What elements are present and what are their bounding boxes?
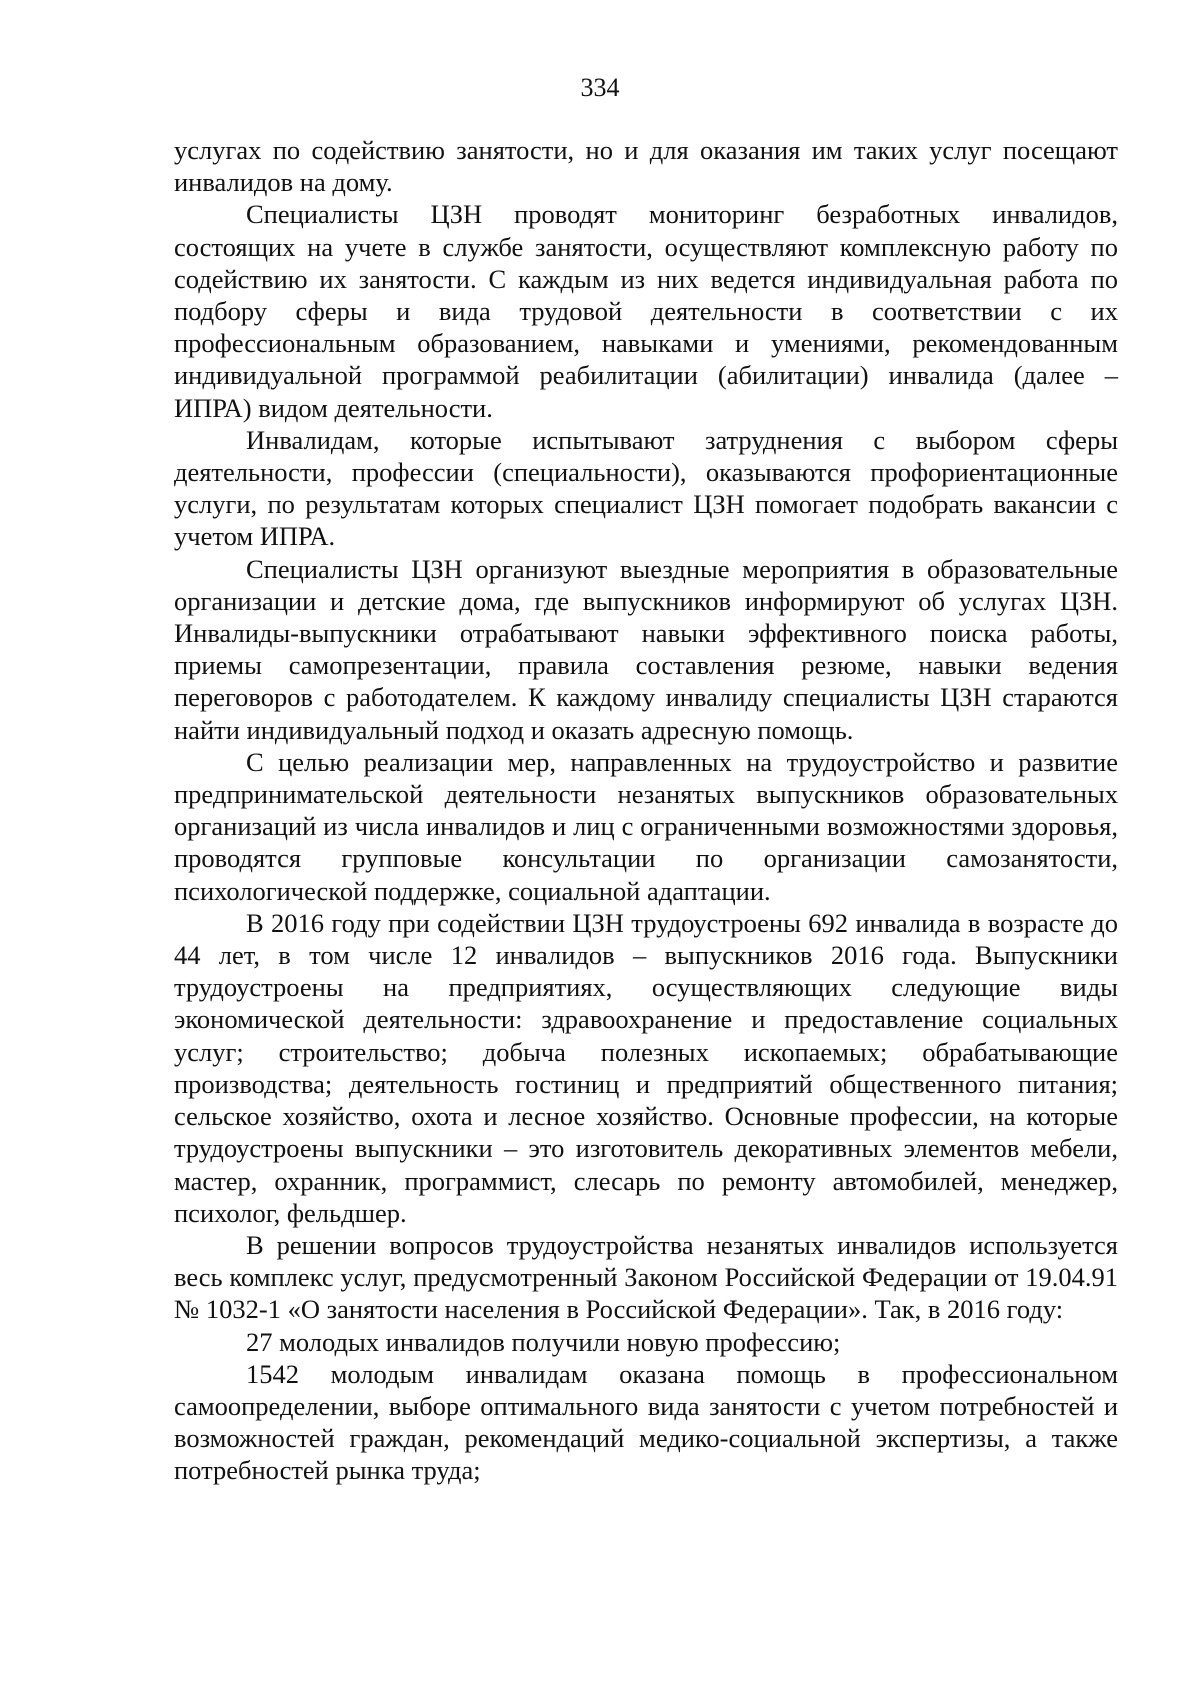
paragraph-self-determination: 1542 молодым инвалидам оказана помощь в профессиональном самоопределении, выборе оптимального вида занятости с учетом потребностей и возможностей граждан, рекомендаций медико-социальной экспертизы, а также потребностей рынка труда; (174, 1358, 1118, 1486)
paragraph-outreach-events: Специалисты ЦЗН организуют выездные мероприятия в образовательные организации и детские дома, где выпускников информируют об услугах ЦЗН. Инвалиды-выпускники отрабатывают навыки эффективного поиска работы, приемы самопрезентации, правила составления резюме, навыки ведения переговоров с работодателем. К каждому инвалиду специалисты ЦЗН стараются найти индивидуальный подход и оказать адресную помощь. (174, 553, 1118, 745)
paragraph-new-profession: 27 молодых инвалидов получили новую профессию; (246, 1326, 841, 1357)
paragraph-services-law: В решении вопросов трудоустройства незанятых инвалидов используется весь комплекс услуг, предусмотренный Законом Российской Федерации от 19.04.91 № 1032-1 «О занятости населения в Российской Федерации». Так, в 2016 году: (174, 1229, 1118, 1325)
page-number: 334 (580, 73, 620, 102)
paragraph-continuation: услугах по содействию занятости, но и для оказания им таких услуг посещают инвалидов на дому. (174, 135, 1118, 198)
paragraph-entrepreneurship: С целью реализации мер, направленных на трудоустройство и развитие предпринимательской деятельности незанятых выпускников образовательных организаций из числа инвалидов и лиц с ограниченными возможностями здоровья, проводятся групповые консультации по организации самозанятости, психологической поддержке, социальной адаптации. (174, 746, 1118, 906)
document-body (174, 134, 1118, 1487)
paragraph-employment-2016: В 2016 году при содействии ЦЗН трудоустроены 692 инвалида в возрасте до 44 лет, в том числе 12 инвалидов – выпускников 2016 года. Выпускники трудоустроены на предприятиях, осуществляющих следующие виды экономической деятельности: здравоохранение и предоставление социальных услуг; строительство; добыча полезных ископаемых; обрабатывающие производства; деятельность гостиниц и предприятий общественного питания; сельское хозяйство, охота и лесное хозяйство. Основные профессии, на которые трудоустроены выпускники – это изготовитель декоративных элементов мебели, мастер, охранник, программист, слесарь по ремонту автомобилей, менеджер, психолог, фельдшер. (174, 907, 1118, 1228)
paragraph-monitoring: Специалисты ЦЗН проводят мониторинг безработных инвалидов, состоящих на учете в службе занятости, осуществляют комплексную работу по содействию их занятости. С каждым из них ведется индивидуальная работа по подбору сферы и вида трудовой деятельности в соответствии с их профессиональным образованием, навыками и умениями, рекомендованным индивидуальной программой реабилитации (абилитации) инвалида (далее – ИПРА) видом деятельности. (174, 199, 1118, 423)
paragraph-career-guidance: Инвалидам, которые испытывают затруднения с выбором сферы деятельности, профессии (специальности), оказываются профориентационные услуги, по результатам которых специалист ЦЗН помогает подобрать вакансии с учетом ИПРА. (174, 424, 1118, 552)
